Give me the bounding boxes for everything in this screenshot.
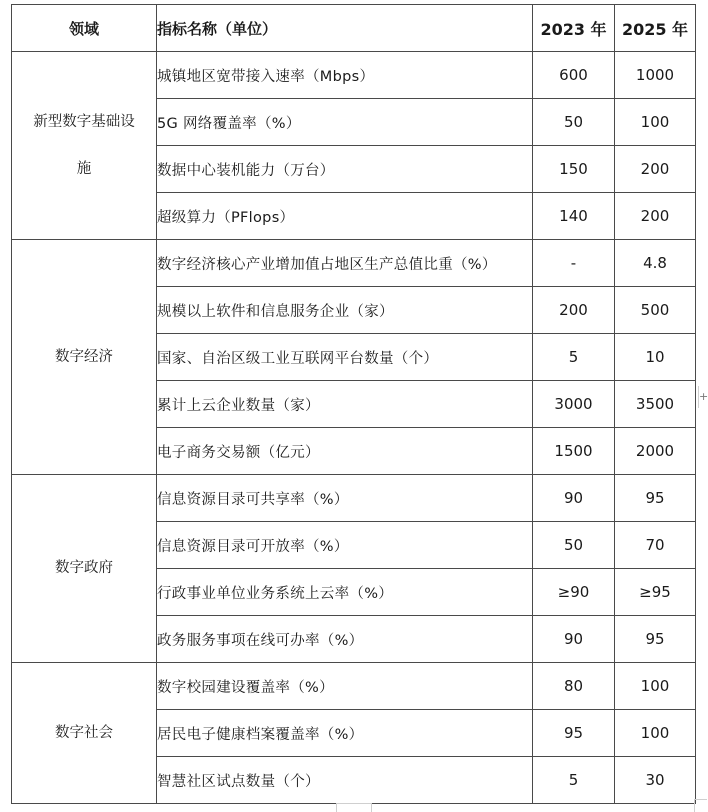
edge-handle[interactable]: + [698, 386, 707, 408]
domain-label-line: 新型数字基础设 [33, 113, 135, 130]
value-2025: 500 [615, 287, 696, 334]
indicator-name: 超级算力（PFlops） [157, 193, 533, 240]
corner-handle[interactable] [694, 799, 707, 812]
value-2025: 10 [615, 334, 696, 381]
value-2025: 100 [615, 663, 696, 710]
domain-cell [12, 475, 157, 663]
value-2023: 5 [533, 334, 615, 381]
domain-label [55, 334, 113, 381]
domain-label [55, 710, 113, 757]
indicator-name: 居民电子健康档案覆盖率（%） [157, 710, 533, 757]
domain-label [55, 545, 113, 592]
indicator-name: 数字经济核心产业增加值占地区生产总值比重（%） [157, 240, 533, 287]
metrics-table [11, 4, 696, 804]
indicator-name: 行政事业单位业务系统上云率（%） [157, 569, 533, 616]
value-2023: 95 [533, 710, 615, 757]
domain-label-line: 施 [76, 160, 92, 177]
value-2023: 200 [533, 287, 615, 334]
value-2023: 90 [533, 475, 615, 522]
value-2025: 100 [615, 710, 696, 757]
header-row [12, 5, 696, 52]
value-2025: 1000 [615, 52, 696, 99]
value-2025: 95 [615, 616, 696, 663]
header-2025: 2025 年 [615, 5, 696, 52]
value-2023: 90 [533, 616, 615, 663]
value-2023: 5 [533, 757, 615, 804]
indicator-name: 规模以上软件和信息服务企业（家） [157, 287, 533, 334]
table-row [12, 52, 696, 99]
value-2023: 1500 [533, 428, 615, 475]
domain-label-line: 数字政府 [55, 560, 113, 576]
table-row [12, 663, 696, 710]
indicator-name: 5G 网络覆盖率（%） [157, 99, 533, 146]
value-2023: 150 [533, 146, 615, 193]
value-2025: 100 [615, 99, 696, 146]
value-2023: 3000 [533, 381, 615, 428]
value-2025: 70 [615, 522, 696, 569]
value-2025: 2000 [615, 428, 696, 475]
indicator-name: 城镇地区宽带接入速率（Mbps） [157, 52, 533, 99]
header-2023: 2023 年 [533, 5, 615, 52]
value-2025: ≥95 [615, 569, 696, 616]
value-2025: 30 [615, 757, 696, 804]
indicator-name: 智慧社区试点数量（个） [157, 757, 533, 804]
table-body [12, 52, 696, 804]
table-row [12, 475, 696, 522]
value-2023: 50 [533, 99, 615, 146]
value-2023: 140 [533, 193, 615, 240]
indicator-name: 国家、自治区级工业互联网平台数量（个） [157, 334, 533, 381]
header-domain: 领域 [12, 5, 157, 52]
indicator-name: 累计上云企业数量（家） [157, 381, 533, 428]
value-2025: 200 [615, 193, 696, 240]
domain-cell [12, 52, 157, 240]
header-indicator: 指标名称（单位） [157, 5, 533, 52]
table-row [12, 240, 696, 287]
value-2023: 80 [533, 663, 615, 710]
domain-cell [12, 663, 157, 804]
indicator-name: 数字校园建设覆盖率（%） [157, 663, 533, 710]
domain-label-line: 数字经济 [55, 348, 113, 365]
value-2025: 95 [615, 475, 696, 522]
value-2023: - [533, 240, 615, 287]
domain-cell [12, 240, 157, 475]
value-2023: ≥90 [533, 569, 615, 616]
value-2025: 200 [615, 146, 696, 193]
value-2023: 50 [533, 522, 615, 569]
value-2025: 4.8 [615, 240, 696, 287]
value-2023: 600 [533, 52, 615, 99]
indicator-name: 电子商务交易额（亿元） [157, 428, 533, 475]
indicator-name: 政务服务事项在线可办率（%） [157, 616, 533, 663]
domain-label [33, 99, 135, 193]
value-2025: 3500 [615, 381, 696, 428]
bottom-handle[interactable] [336, 803, 372, 812]
indicator-name: 信息资源目录可共享率（%） [157, 475, 533, 522]
domain-label-line: 数字社会 [55, 724, 113, 741]
indicator-name: 信息资源目录可开放率（%） [157, 522, 533, 569]
indicator-name: 数据中心装机能力（万台） [157, 146, 533, 193]
